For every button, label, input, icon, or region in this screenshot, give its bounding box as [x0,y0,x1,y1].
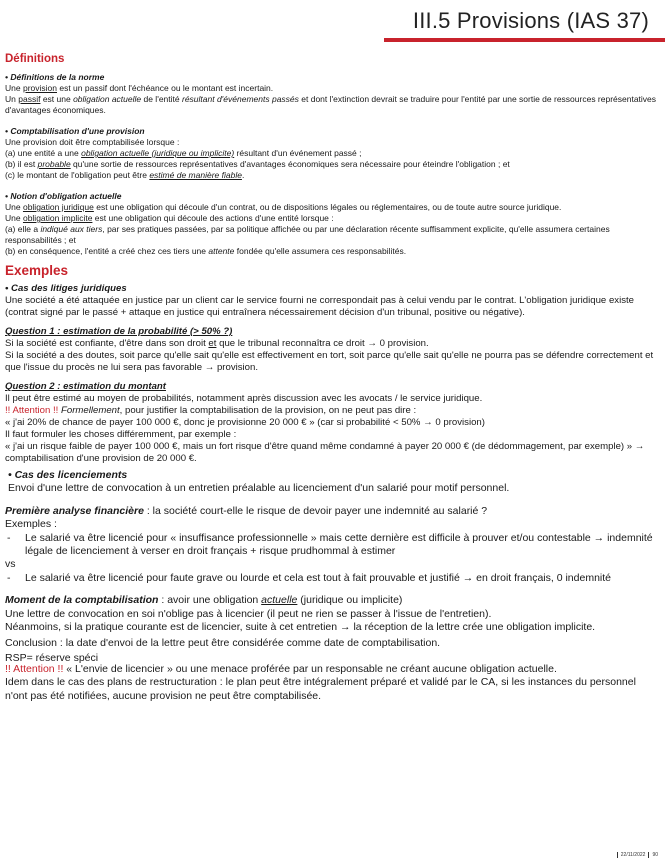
question-1-title: Question 1 : estimation de la probabilité (> 50% ?) [5,326,233,337]
premiere-analyse-line: Première analyse financière : la société court-elle le risque de devoir payer une indemnité au salarié ? [5,504,488,517]
compta-line-b: (b) il est probable qu'une sortie de ressources représentatives d'avantages économiques sera nécessaire pour éteindre l'obligation ; et [5,159,510,169]
question-1-line-1: Si la société est confiante, d'être dans son droit et que le tribunal reconnaîtra ce droit → 0 provision. [5,338,429,349]
question-2-line-5: « j'ai un risque faible de payer 100 000 €, mais un fort risque d'être quand même condamné à payer 20 000 € (de dédommagement, par exemple) » → comptabilisation d'une provision de 20 000 €. [5,441,645,464]
question-2-line-2: !! Attention !! Formellement, pour justifier la comptabilisation de la provision, on ne peut pas dire : [5,405,417,416]
header-rule [384,38,665,42]
litiges-paragraph: Une société a été attaquée en justice par un client car le service fourni ne correspondait pas à celui vendu par le contrat. L'obligation juridique existe (contrat signé par le passé + attaque en justice qui entraînera nécessairement décision d'un tribunal, positive ou négative). [5,295,634,318]
question-2-line-1: Il peut être estimé au moyen de probabilités, notamment après discussion avec les avocats / le service juridique. [5,393,483,404]
vs-label: vs [5,558,16,571]
question-2-title: Question 2 : estimation du montant [5,381,166,392]
licenciements-section [5,469,660,703]
notion-line-b: (b) en conséquence, l'entité a créé chez ces tiers une attente fondée qu'elle assumera ces responsabilités. [5,246,407,256]
question-2-line-4: Il faut formuler les choses différemment, par exemple : [5,429,237,440]
page-footer [617,852,661,858]
moment-line-1: Une lettre de convocation en soi n'oblige pas à licencier (il peut ne rien se passer à l'issue de l'entretien). [5,607,492,620]
question-2-line-3: « j'ai 20% de chance de payer 100 000 €, donc je provisionne 20 000 € » (car si probabilité < 50% → 0 provision) [5,417,485,428]
examples-heading: Exemples [5,263,69,278]
compta-title: • Comptabilisation d'une provision [5,126,145,136]
notion-line-a: (a) elle a indiqué aux tiers, par ses pratiques passées, par sa politique affichée ou par une déclaration récente suffisamment explicite, qu'elle assumera certaines responsabilités ; et [5,224,610,245]
norme-title: • Définitions de la norme [5,72,105,82]
litiges-section [5,283,660,465]
compta-line-c: (c) le montant de l'obligation peut être estimé de manière fiable. [5,170,245,180]
list-item: - Le salarié va être licencié pour « insuffisance professionnelle » mais cette dernière est difficile à prouver et/ou contestable → indemnité légale de licenciement à verser en droit français + risque prudhommal à estimer [7,531,653,558]
notion-title: • Notion d'obligation actuelle [5,191,122,201]
compta-line-1: Une provision doit être comptabilisée lorsque : [5,137,180,147]
page-number: 90 [648,852,661,858]
licenciements-title: • Cas des licenciements [8,469,128,481]
norme-section [5,72,660,116]
compta-line-a: (a) une entité a une obligation actuelle (juridique ou implicite) résultant d'un événement passé ; [5,148,362,158]
page-content [5,50,660,703]
exemples-label: Exemples : [5,518,57,531]
notion-line-2: Une obligation implicite est une obligation qui découle des actions d'une entité lorsque : [5,213,334,223]
list-item: - Le salarié va être licencié pour faute grave ou lourde et cela est tout à fait prouvable et justifié → en droit français, 0 indemnité [7,571,612,584]
attention-label: !! Attention !! [5,405,59,416]
page-title: III.5 Provisions (IAS 37) [412,8,649,33]
notion-line-1: Une obligation juridique est une obligation qui découle d'un contrat, ou de dispositions légales ou réglementaires, ou de toute autre source juridique. [5,202,562,212]
attention-line: !! Attention !! « L'envie de licencier » ou une menace proférée par un responsable ne créant aucune obligation actuelle. [5,662,557,675]
moment-line: Moment de la comptabilisation : avoir une obligation actuelle (juridique ou implicite) [5,594,403,607]
question-1-line-2: Si la société a des doutes, soit parce qu'elle sait qu'elle est effectivement en tort, soit parce qu'elle sait qu'elle ne pourra pas se défendre correctement et que l'issue du procès ne lui sera pas favorable → provision. [5,350,654,373]
footer-date: 22/11/2022 [617,852,649,858]
restructuration-line: Idem dans le cas des plans de restructuration : le plan peut être intégralement préparé et validé par le CA, si les instances du personnel n'ont pas été notifiées, aucune provision ne peut être comptabilisée. [5,676,636,702]
litiges-title: • Cas des litiges juridiques [5,283,127,294]
norme-line-1: Une provision est un passif dont l'échéance ou le montant est incertain. [5,83,274,93]
attention-label: !! Attention !! [5,662,64,675]
norme-line-2: Un passif est une obligation actuelle de l'entité résultant d'événements passés et dont l'extinction devrait se traduire pour l'entité par une sortie de ressources représentatives d'avantages économiques. [5,94,657,115]
conclusion-line: Conclusion : la date d'envoi de la lettre peut être considérée comme date de comptabilisation. [5,637,441,650]
notion-section [5,191,660,257]
page-header [0,0,665,46]
moment-line-2: Néanmoins, si la pratique courante est de licencier, suite à cet entretien → la réception de la lettre crée une obligation implicite. [5,621,596,634]
licenciements-paragraph: Envoi d'une lettre de convocation à un entretien préalable au licenciement d'un salarié pour motif personnel. [8,482,510,495]
rsp-note: RSP= réserve spéci [5,651,99,664]
compta-section [5,126,660,181]
definitions-heading: Définitions [5,53,65,65]
